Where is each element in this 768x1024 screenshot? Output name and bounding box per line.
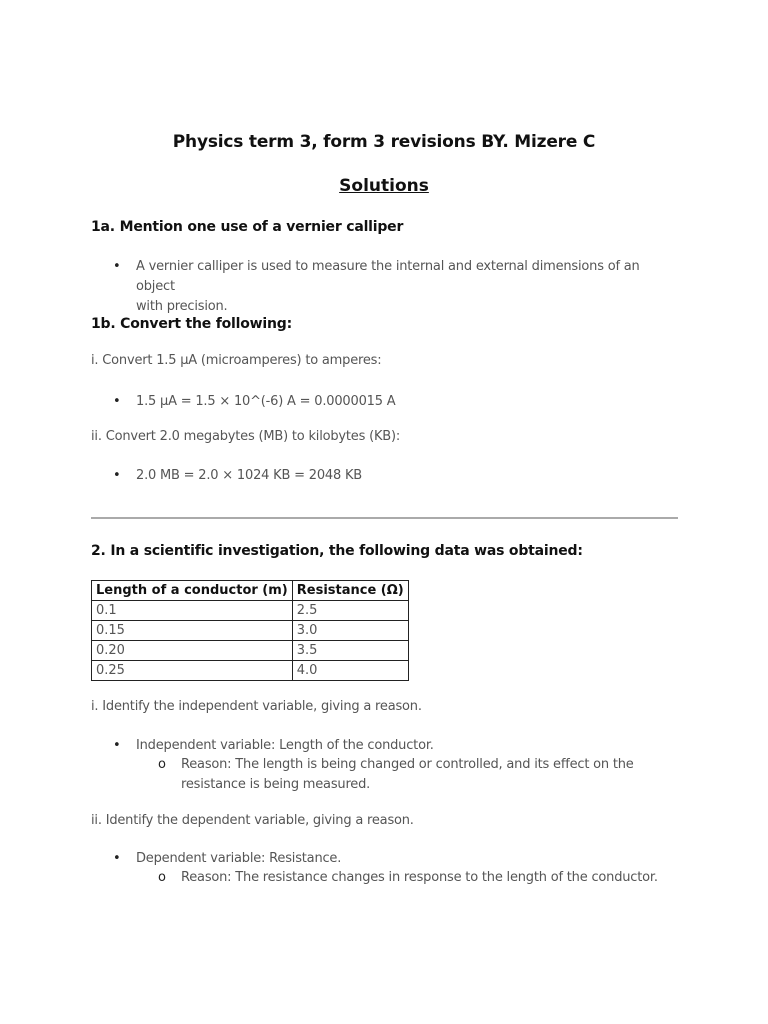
q2-part-ii-reason-text: Reason: The resistance changes in response to the length of the conductor. [181,870,658,885]
table-cell-resistance: 2.5 [292,601,408,621]
q2-part-i-reason-line1: Reason: The length is being changed or controlled, and its effect on the [181,757,634,772]
sub-bullet-marker: o [158,870,166,885]
document-subtitle: Solutions [339,176,429,196]
document-title: Physics term 3, form 3 revisions BY. Mizere C [172,132,596,152]
q1b-part-i: i. Convert 1.5 μA (microamperes) to amperes: [91,353,382,368]
bullet-marker: • [113,738,121,753]
table-cell-length: 0.15 [92,621,293,641]
q2-part-i-reason [158,755,658,795]
q2-part-i-answer-text: Independent variable: Length of the conductor. [136,738,434,753]
q1b-part-ii-answer [113,466,673,486]
q2-part-ii-answer [113,849,673,869]
q1a-heading: 1a. Mention one use of a vernier calliper [91,219,404,235]
q1a-answer-line2: with precision. [136,299,228,314]
table-row [92,601,409,621]
q2-part-ii-reason [158,868,658,888]
q2-part-i-answer [113,736,673,756]
data-table [91,580,409,681]
q1b-part-ii: ii. Convert 2.0 megabytes (MB) to kilobytes (KB): [91,429,401,444]
bullet-marker: • [113,259,121,274]
table-header-row [92,581,409,601]
q1a-answer-line1: A vernier calliper is used to measure the internal and external dimensions of an object [136,259,640,294]
q2-part-ii-answer-text: Dependent variable: Resistance. [136,851,342,866]
table-header-resistance: Resistance (Ω) [292,581,408,601]
table-cell-resistance: 3.0 [292,621,408,641]
q2-heading: 2. In a scientific investigation, the following data was obtained: [91,543,583,559]
table-row [92,661,409,681]
table-row [92,641,409,661]
bullet-marker: • [113,394,121,409]
q1b-part-i-answer-text: 1.5 μA = 1.5 × 10^(-6) A = 0.0000015 A [136,394,396,409]
table-cell-length: 0.20 [92,641,293,661]
q2-part-i: i. Identify the independent variable, giving a reason. [91,699,422,714]
q2-part-ii: ii. Identify the dependent variable, giving a reason. [91,813,414,828]
q1b-part-i-answer [113,392,673,412]
bullet-marker: • [113,851,121,866]
section-divider [91,517,678,519]
q2-part-i-reason-line2: resistance is being measured. [181,777,371,792]
table-cell-resistance: 3.5 [292,641,408,661]
table-cell-resistance: 4.0 [292,661,408,681]
bullet-marker: • [113,468,121,483]
table-header-length: Length of a conductor (m) [92,581,293,601]
q1b-heading: 1b. Convert the following: [91,316,292,332]
table-cell-length: 0.25 [92,661,293,681]
q1b-part-ii-answer-text: 2.0 MB = 2.0 × 1024 KB = 2048 KB [136,468,363,483]
q1a-answer-bullet [113,257,673,317]
table-cell-length: 0.1 [92,601,293,621]
sub-bullet-marker: o [158,757,166,772]
table-row [92,621,409,641]
